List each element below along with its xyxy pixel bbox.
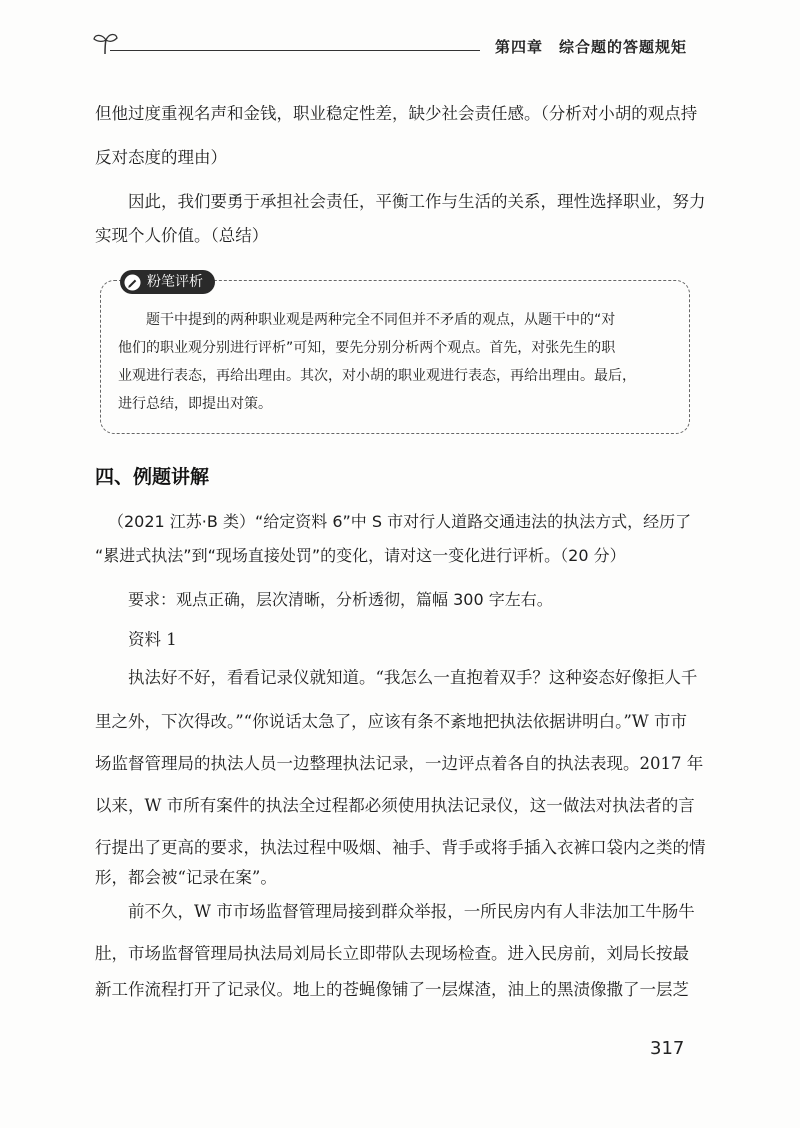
material-line: 肚，市场监督管理局执法局刘局长立即带队去现场检查。进入民房前，刘局长按最: [95, 944, 689, 963]
material-line: 形，都会被“记录在案”。: [95, 868, 277, 887]
comment-line: 他们的职业观分别进行评析”可知，要先分别分析两个观点。首先，对张先生的职: [118, 340, 616, 356]
header-rule: [110, 50, 480, 51]
material-line: 场监督管理局的执法人员一边整理执法记录，一边评点着各自的执法表现。2017 年: [95, 754, 704, 773]
chapter-title: 综合题的答题规矩: [559, 38, 688, 56]
material-line: 前不久，W 市市场监督管理局接到群众举报，一所民房内有人非法加工牛肠牛: [128, 902, 695, 921]
material-line: 里之外，下次得改。”“你说话太急了，应该有条不紊地把执法依据讲明白。”W 市市: [95, 712, 688, 731]
material-line: 以来，W 市所有案件的执法全过程都必须使用执法记录仪，这一做法对执法者的言: [95, 796, 695, 815]
comment-line: 进行总结，即提出对策。: [118, 396, 272, 412]
question-requirements: 要求：观点正确，层次清晰，分析透彻，篇幅 300 字左右。: [128, 590, 553, 609]
comment-line: 题干中提到的两种职业观是两种完全不同但并不矛盾的观点，从题干中的“对: [146, 312, 616, 328]
comment-badge-label: 粉笔评析: [147, 274, 203, 290]
material-line: 执法好不好，看看记录仪就知道。“我怎么一直抱着双手？这种姿态好像拒人千: [128, 668, 698, 687]
intro-line-2: 反对态度的理由）: [95, 148, 227, 167]
sprout-icon: [90, 30, 120, 56]
page-number: 317: [650, 1038, 685, 1059]
pencil-icon: [124, 274, 141, 291]
intro-line-3: 因此，我们要勇于承担社会责任，平衡工作与生活的关系，理性选择职业，努力: [128, 192, 706, 211]
comment-line: 业观进行表态，再给出理由。其次，对小胡的职业观进行表态，再给出理由。最后，: [118, 368, 636, 384]
comment-body: [118, 306, 678, 418]
material-line: 行提出了更高的要求，执法过程中吸烟、袖手、背手或将手插入衣裤口袋内之类的情: [95, 838, 706, 857]
intro-line-4: 实现个人价值。（总结）: [95, 226, 269, 245]
section-heading: 四、例题讲解: [95, 466, 210, 488]
running-header: [495, 36, 687, 57]
question-line-1: （2021 江苏·B 类）“给定资料 6”中 S 市对行人道路交通违法的执法方式，经历了: [108, 512, 692, 531]
material-label: 资料 1: [128, 630, 177, 649]
chapter-label: 第四章: [495, 38, 544, 56]
question-line-2: “累进式执法”到“现场直接处罚”的变化，请对这一变化进行评析。（20 分）: [95, 546, 626, 565]
material-line: 新工作流程打开了记录仪。地上的苍蝇像铺了一层煤渣，油上的黑渍像撒了一层芝: [95, 980, 689, 999]
intro-line-1: 但他过度重视名声和金钱，职业稳定性差，缺少社会责任感。（分析对小胡的观点持: [95, 104, 698, 123]
comment-badge: [120, 270, 215, 294]
